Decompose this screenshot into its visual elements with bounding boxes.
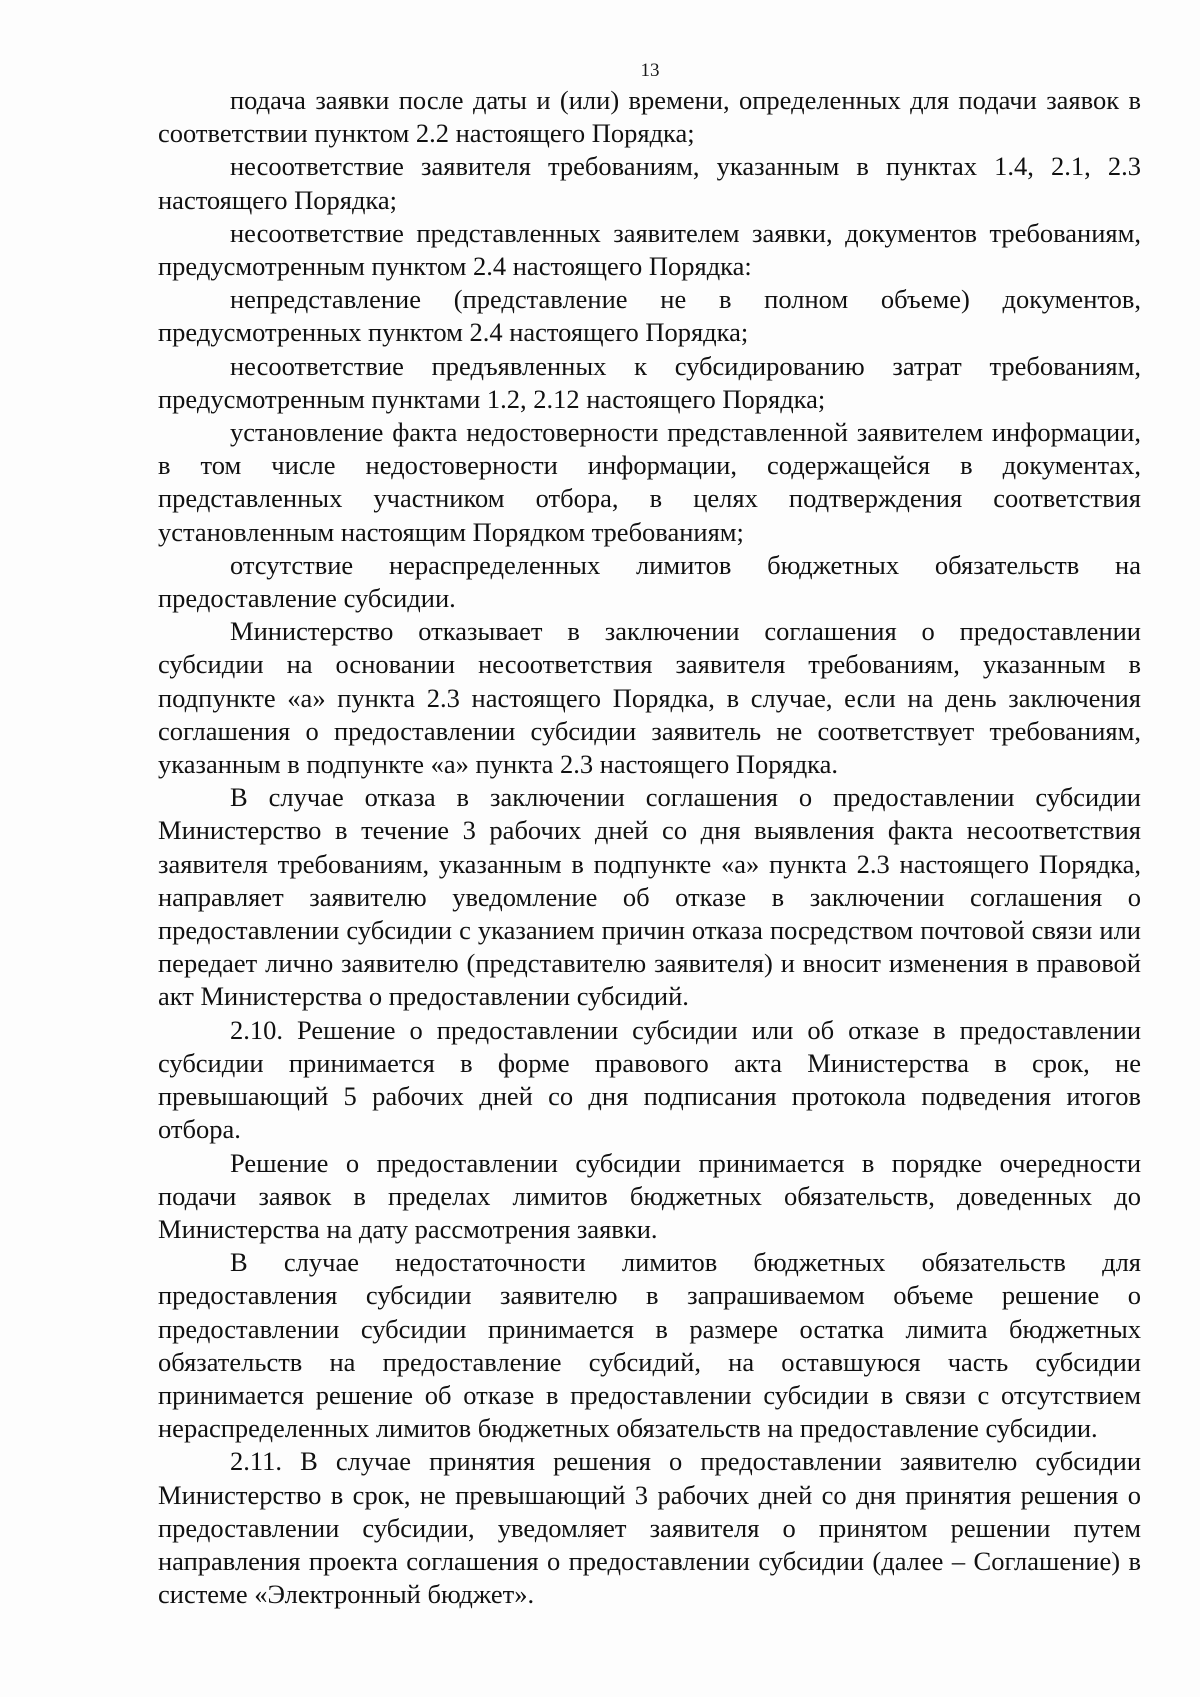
paragraph: 2.11. В случае принятия решения о предоставлении заявителю субсидии Министерство в срок, не превышающий 3 рабочих дней со дня принятия решения о предоставлении субсидии, уведомляет заявителя о принятом решении путем направления проекта соглашения о предоставлении субсидии (далее – Соглашение) в системе «Электронный бюджет».	[158, 1446, 1141, 1610]
paragraph: подача заявки после даты и (или) времени, определенных для подачи заявок в соответствии пунктом 2.2 настоящего Порядка;	[158, 85, 1141, 149]
paragraph: 2.10. Решение о предоставлении субсидии или об отказе в предоставлении субсидии принимается в форме правового акта Министерства в срок, не превышающий 5 рабочих дней со дня подписания протокола подведения итогов отбора.	[158, 1014, 1141, 1145]
paragraph: несоответствие заявителя требованиям, указанным в пунктах 1.4, 2.1, 2.3 настоящего Порядка;	[158, 151, 1141, 215]
page-number: 13	[640, 60, 660, 81]
document-body	[158, 84, 1141, 1611]
paragraph: несоответствие предъявленных к субсидированию затрат требованиям, предусмотренным пунктами 1.2, 2.12 настоящего Порядка;	[158, 350, 1141, 414]
paragraph: В случае недостаточности лимитов бюджетных обязательств для предоставления субсидии заявителю в запрашиваемом объеме решение о предоставлении субсидии принимается в размере остатка лимита бюджетных обязательств на предоставление субсидий, на оставшуюся часть субсидии принимается решение об отказе в предоставлении субсидии в связи с отсутствием нераспределенных лимитов бюджетных обязательств на предоставление субсидии.	[158, 1247, 1141, 1444]
paragraph: Решение о предоставлении субсидии принимается в порядке очередности подачи заявок в пределах лимитов бюджетных обязательств, доведенных до Министерства на дату рассмотрения заявки.	[158, 1147, 1141, 1244]
paragraph: несоответствие представленных заявителем заявки, документов требованиям, предусмотренным пунктом 2.4 настоящего Порядка:	[158, 217, 1141, 282]
paragraph: отсутствие нераспределенных лимитов бюджетных обязательств на предоставление субсидии.	[158, 549, 1141, 614]
paragraph: установление факта недостоверности представленной заявителем информации, в том числе недостоверности информации, содержащейся в документах, представленных участником отбора, в целях подтверждения соответствия установленным настоящим Порядком требованиям;	[158, 417, 1141, 547]
paragraph: Министерство отказывает в заключении соглашения о предоставлении субсидии на основании несоответствия заявителя требованиям, указанным в подпункте «а» пункта 2.3 настоящего Порядка, в случае, если на день заключения соглашения о предоставлении субсидии заявитель не соответствует требованиям, указанным в подпункте «а» пункта 2.3 настоящего Порядка.	[158, 616, 1141, 780]
paragraph: В случае отказа в заключении соглашения о предоставлении субсидии Министерство в течение 3 рабочих дней со дня выявления факта несоответствия заявителя требованиям, указанным в подпункте «а» пункта 2.3 настоящего Порядка, направляет заявителю уведомление об отказе в заключении соглашения о предоставлении субсидии с указанием причин отказа посредством почтовой связи или передает лично заявителю (представителю заявителя) и вносит изменения в правовой акт Министерства о предоставлении субсидий.	[158, 782, 1141, 1012]
paragraph: непредставление (представление не в полном объеме) документов, предусмотренных пунктом 2.4 настоящего Порядка;	[158, 284, 1141, 348]
